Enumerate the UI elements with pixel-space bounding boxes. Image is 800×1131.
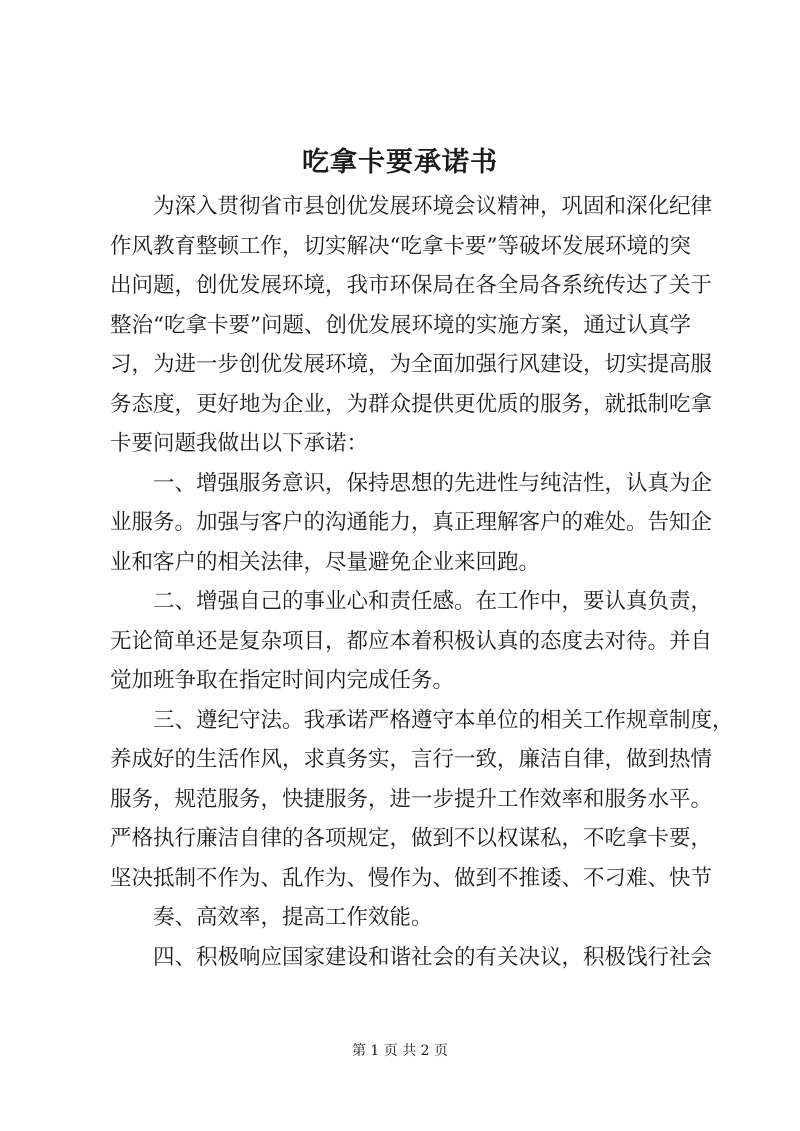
body-line: 作风教育整顿工作，切实解决“吃拿卡要”等破坏发展环境的突 (110, 233, 691, 259)
body-line: 务态度，更好地为企业，为群众提供更优质的服务，就抵制吃拿 (110, 391, 713, 417)
body-line: 养成好的生活作风，求真务实，言行一致，廉洁自律，做到热情 (110, 747, 713, 772)
body-line: 卡要问题我做出以下承诺： (110, 431, 369, 456)
body-line: 奏、高效率，提高工作效能。 (110, 905, 433, 930)
body-line: 业服务。加强与客户的沟通能力，真正理解客户的难处。告知企 (110, 510, 713, 535)
document-title: 吃拿卡要承诺书 (302, 147, 498, 178)
body-line: 出问题，创优发展环境，我市环保局在各全局各系统传达了关于 (110, 273, 713, 298)
body-line: 为深入贯彻省市县创优发展环境会议精神，巩固和深化纪律 (110, 194, 713, 219)
body-line: 严格执行廉洁自律的各项规定，做到不以权谋私，不吃拿卡要， (110, 826, 713, 851)
document-body (110, 187, 734, 977)
body-line: 整治“吃拿卡要”问题、创优发展环境的实施方案，通过认真学 (110, 312, 691, 338)
body-line: 觉加班争取在指定时间内完成任务。 (110, 668, 455, 693)
body-line: 四、积极响应国家建设和谐社会的有关决议，积极饯行社会 (110, 944, 713, 970)
body-line: 一、增强服务意识，保持思想的先进性与纯洁性，认真为企 (110, 470, 713, 496)
page-footer: 第 1 页 共 2 页 (351, 1043, 449, 1059)
body-line: 三、遵纪守法。我承诺严格遵守本单位的相关工作规章制度， (110, 707, 734, 733)
body-line: 习，为进一步创优发展环境，为全面加强行风建设，切实提高服 (110, 352, 713, 377)
body-line: 二、增强自己的事业心和责任感。在工作中，要认真负责， (110, 589, 713, 614)
body-line: 坚决抵制不作为、乱作为、慢作为、做到不推诿、不刁难、快节 (110, 865, 713, 891)
body-line: 无论简单还是复杂项目，都应本着积极认真的态度去对待。并自 (110, 628, 713, 654)
body-line: 服务，规范服务，快捷服务，进一步提升工作效率和服务水平。 (110, 786, 713, 812)
body-line: 业和客户的相关法律，尽量避免企业来回跑。 (110, 549, 541, 575)
